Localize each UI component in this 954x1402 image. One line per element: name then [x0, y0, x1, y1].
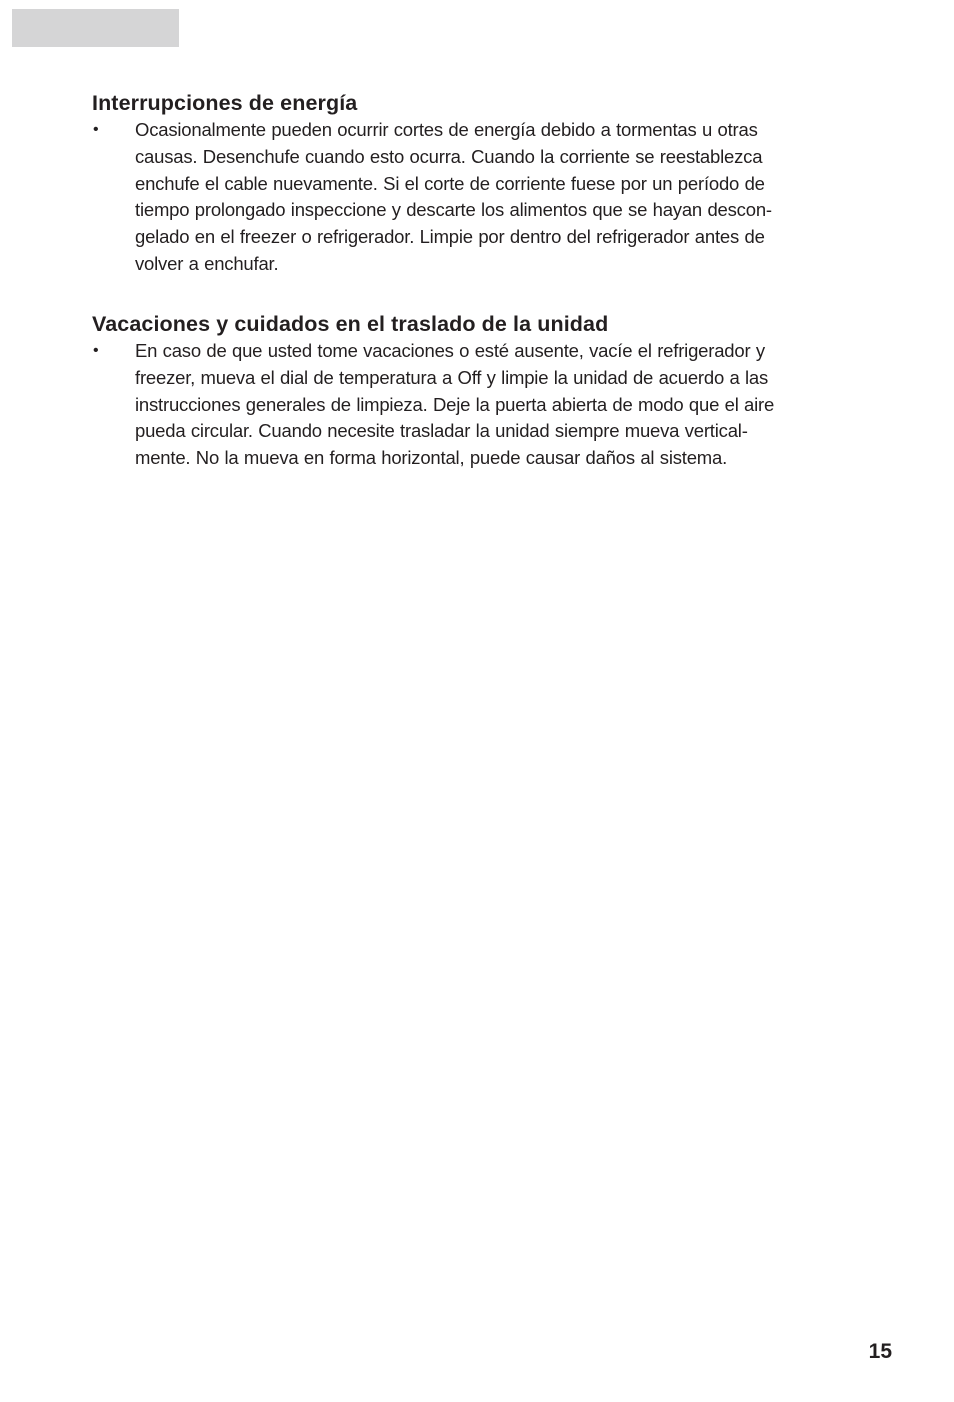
bullet-icon: •: [93, 342, 99, 359]
bullet-text: [135, 117, 772, 278]
bullet-text: [135, 338, 774, 472]
text-line: causas. Desenchufe cuando esto ocurra. Cuando la corriente se reestablezca: [135, 145, 763, 167]
text-line: mente. No la mueva en forma horizontal, puede causar daños al sistema.: [135, 447, 728, 469]
list-item: [92, 117, 862, 278]
text-line: volver a enchufar.: [135, 252, 279, 274]
text-line: freezer, mueva el dial de temperatura a Off y limpie la unidad de acuerdo a las: [135, 366, 769, 388]
text-line: instrucciones generales de limpieza. Deje la puerta abierta de modo que el aire: [135, 393, 775, 415]
section-heading: Vacaciones y cuidados en el traslado de la unidad: [92, 312, 609, 336]
section-vacation-moving: [92, 311, 862, 472]
section-power-interruptions: [92, 90, 862, 278]
page-number: 15: [868, 1340, 892, 1363]
text-line: Ocasionalmente pueden ocurrir cortes de energía debido a tormentas u otras: [135, 119, 758, 140]
bullet-icon: •: [93, 121, 99, 138]
section-heading: Interrupciones de energía: [92, 91, 358, 115]
text-line: En caso de que usted tome vacaciones o esté ausente, vacíe el refrigerador y: [135, 340, 765, 361]
text-line: tiempo prolongado inspeccione y descarte los alimentos que se hayan descon-: [135, 199, 772, 221]
text-line: enchufe el cable nuevamente. Si el corte de corriente fuese por un período de: [135, 172, 765, 194]
text-line: gelado en el freezer o refrigerador. Limpie por dentro del refrigerador antes de: [135, 226, 765, 248]
list-item: [92, 338, 862, 472]
text-line: pueda circular. Cuando necesite trasladar la unidad siempre mueva vertical-: [135, 420, 748, 442]
corner-tab: [12, 9, 179, 47]
